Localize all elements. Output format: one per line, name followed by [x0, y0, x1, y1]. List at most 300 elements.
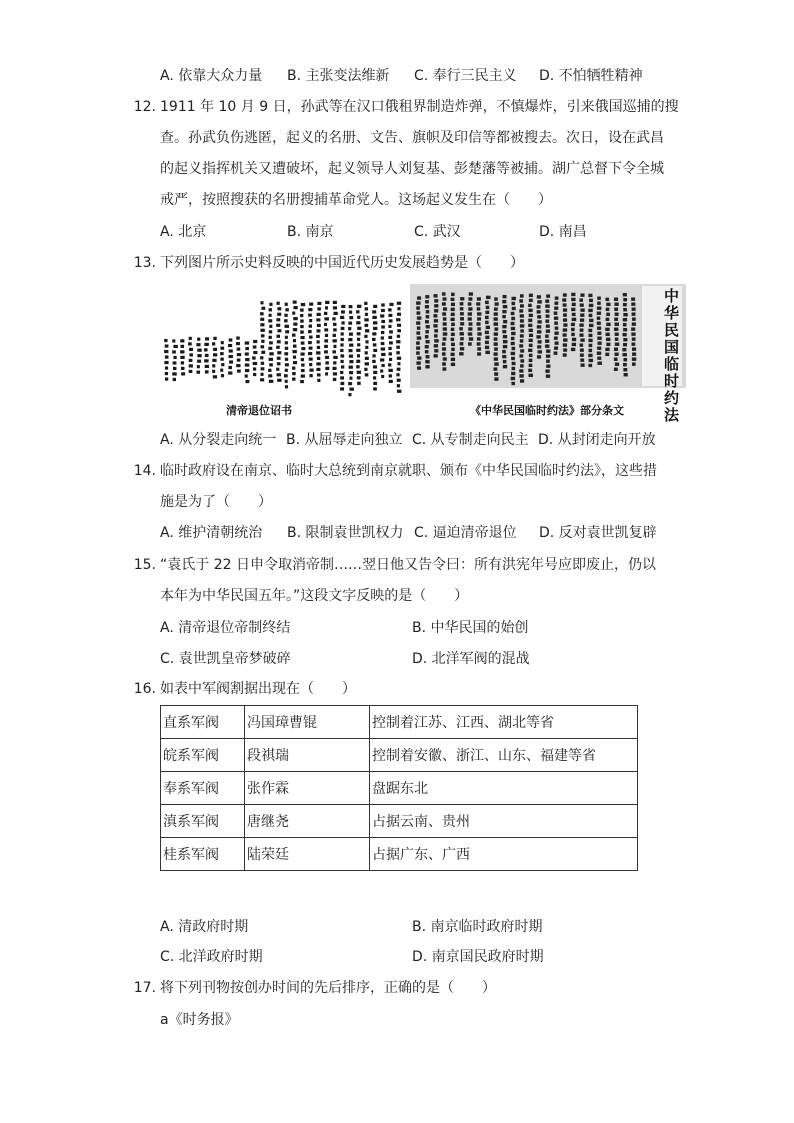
- glyph-mark: [341, 338, 344, 341]
- glyph-mark: [277, 357, 281, 360]
- glyph-mark: [623, 308, 627, 311]
- glyph-mark: [434, 294, 438, 297]
- glyph-mark: [528, 369, 532, 372]
- glyph-mark: [537, 345, 541, 348]
- glyph-mark: [189, 359, 193, 362]
- glyph-mark: [597, 326, 601, 329]
- glyph-mark: [451, 293, 455, 296]
- table-cell-leader: 段祺瑞: [245, 739, 370, 772]
- glyph-mark: [301, 303, 305, 306]
- glyph-mark: [204, 348, 208, 351]
- glyph-mark: [417, 316, 421, 319]
- glyph-mark: [503, 365, 507, 368]
- glyph-mark: [494, 307, 498, 310]
- glyph-mark: [173, 361, 177, 364]
- glyph-mark: [495, 302, 499, 305]
- glyph-mark: [292, 350, 296, 353]
- glyph-mark: [494, 327, 498, 330]
- glyph-mark: [623, 313, 627, 316]
- glyph-mark: [301, 374, 305, 377]
- glyph-mark: [632, 307, 636, 310]
- glyph-mark: [494, 352, 498, 355]
- glyph-mark: [356, 365, 359, 368]
- glyph-mark: [333, 367, 337, 370]
- glyph-mark: [546, 314, 550, 317]
- glyph-mark: [546, 374, 550, 377]
- glyph-mark: [520, 334, 524, 337]
- glyph-mark: [485, 321, 489, 324]
- glyph-mark: [425, 305, 429, 308]
- glyph-mark: [605, 298, 609, 301]
- glyph-mark: [563, 313, 567, 316]
- table-row: [161, 772, 638, 805]
- glyph-mark: [180, 350, 184, 353]
- glyph-mark: [580, 303, 584, 306]
- glyph-mark: [512, 297, 516, 300]
- glyph-mark: [589, 314, 593, 317]
- glyph-mark: [373, 376, 376, 379]
- glyph-mark: [364, 368, 367, 371]
- glyph-mark: [555, 296, 559, 299]
- glyph-mark: [285, 336, 288, 339]
- glyph-mark: [563, 303, 567, 306]
- glyph-mark: [309, 319, 312, 322]
- glyph-mark: [511, 377, 515, 380]
- glyph-mark: [365, 324, 369, 327]
- glyph-mark: [538, 340, 542, 343]
- glyph-mark: [340, 376, 344, 379]
- glyph-mark: [341, 365, 344, 368]
- glyph-mark: [503, 340, 507, 343]
- glyph-mark: [316, 335, 320, 338]
- glyph-mark: [364, 302, 367, 305]
- glyph-mark: [537, 355, 541, 358]
- glyph-mark: [301, 363, 304, 366]
- glyph-mark: [605, 353, 609, 356]
- glyph-mark: [425, 340, 429, 343]
- glyph-mark: [204, 343, 208, 346]
- glyph-mark: [229, 360, 233, 363]
- glyph-mark: [165, 366, 168, 369]
- glyph-mark: [372, 332, 376, 335]
- glyph-mark: [316, 362, 320, 365]
- glyph-mark: [537, 300, 541, 303]
- glyph-mark: [309, 347, 313, 350]
- glyph-mark: [451, 323, 455, 326]
- glyph-mark: [425, 330, 429, 333]
- glyph-mark: [520, 364, 524, 367]
- glyph-mark: [381, 353, 385, 356]
- glyph-mark: [468, 302, 472, 305]
- glyph-mark: [253, 345, 257, 348]
- q14-number: 14.: [133, 463, 156, 479]
- glyph-mark: [597, 356, 601, 359]
- table-row: [161, 805, 638, 838]
- glyph-mark: [388, 336, 392, 339]
- glyph-mark: [555, 341, 559, 344]
- glyph-mark: [333, 301, 337, 304]
- glyph-mark: [373, 382, 377, 385]
- glyph-mark: [554, 316, 558, 319]
- glyph-mark: [245, 352, 249, 355]
- glyph-mark: [572, 343, 576, 346]
- glyph-mark: [253, 362, 257, 365]
- glyph-mark: [451, 313, 455, 316]
- glyph-mark: [397, 357, 401, 360]
- glyph-mark: [292, 367, 295, 370]
- q15-number: 15.: [133, 557, 156, 573]
- glyph-mark: [443, 327, 447, 330]
- q17-number: 17.: [133, 980, 156, 996]
- glyph-mark: [245, 341, 249, 344]
- glyph-mark: [317, 357, 320, 360]
- glyph-mark: [494, 332, 498, 335]
- glyph-mark: [252, 356, 256, 359]
- glyph-mark: [324, 328, 328, 331]
- glyph-mark: [340, 382, 344, 385]
- glyph-mark: [606, 338, 610, 341]
- glyph-mark: [397, 368, 401, 371]
- glyph-mark: [623, 323, 627, 326]
- glyph-mark: [520, 359, 524, 362]
- glyph-mark: [433, 314, 437, 317]
- glyph-mark: [529, 299, 533, 302]
- glyph-mark: [520, 319, 524, 322]
- table-cell-faction: 皖系军阀: [161, 739, 245, 772]
- q15-option-b: B. 中华民国的始创: [412, 620, 529, 636]
- glyph-mark: [632, 357, 636, 360]
- q12-line-4: 戒严，按照搜获的名册搜捕革命党人。这场起义发生在（ ）: [160, 192, 552, 208]
- glyph-mark: [356, 310, 359, 313]
- glyph-mark: [340, 343, 343, 346]
- q14-option-b: B. 限制袁世凯权力: [287, 525, 404, 541]
- glyph-mark: [486, 296, 490, 299]
- glyph-mark: [529, 359, 533, 362]
- glyph-mark: [189, 337, 192, 340]
- glyph-mark: [537, 325, 541, 328]
- table-cell-territory: 控制着江苏、江西、湖北等省: [370, 706, 638, 739]
- q15-option-a: A. 清帝退位帝制终结: [160, 620, 291, 636]
- glyph-mark: [196, 371, 200, 374]
- glyph-mark: [519, 309, 523, 312]
- glyph-mark: [300, 308, 304, 311]
- glyph-mark: [277, 373, 281, 376]
- glyph-mark: [309, 363, 312, 366]
- glyph-mark: [632, 312, 636, 315]
- glyph-mark: [317, 313, 321, 316]
- glyph-mark: [623, 293, 627, 296]
- glyph-mark: [301, 347, 305, 350]
- glyph-mark: [434, 299, 438, 302]
- glyph-mark: [333, 345, 336, 348]
- glyph-mark: [397, 384, 400, 387]
- glyph-mark: [189, 348, 193, 351]
- glyph-mark: [589, 304, 593, 307]
- glyph-mark: [434, 349, 438, 352]
- glyph-mark: [300, 336, 304, 339]
- glyph-mark: [317, 340, 320, 343]
- glyph-mark: [537, 330, 541, 333]
- glyph-mark: [597, 346, 601, 349]
- glyph-mark: [293, 328, 297, 331]
- glyph-mark: [389, 341, 393, 344]
- glyph-mark: [333, 361, 336, 364]
- glyph-mark: [606, 308, 610, 311]
- glyph-mark: [494, 312, 498, 315]
- glyph-mark: [357, 305, 361, 308]
- glyph-mark: [324, 345, 328, 348]
- glyph-mark: [529, 329, 533, 332]
- glyph-mark: [417, 336, 421, 339]
- glyph-mark: [332, 339, 336, 342]
- glyph-mark: [356, 321, 360, 324]
- glyph-mark: [519, 354, 523, 357]
- glyph-mark: [589, 344, 593, 347]
- glyph-mark: [309, 374, 312, 377]
- glyph-mark: [562, 298, 566, 301]
- glyph-mark: [425, 295, 429, 298]
- glyph-mark: [285, 347, 288, 350]
- glyph-mark: [165, 355, 169, 358]
- glyph-mark: [260, 378, 264, 381]
- glyph-mark: [615, 338, 619, 341]
- glyph-mark: [245, 369, 249, 372]
- glyph-mark: [293, 361, 297, 364]
- glyph-mark: [416, 331, 420, 334]
- glyph-mark: [632, 337, 636, 340]
- glyph-mark: [588, 339, 592, 342]
- glyph-mark: [293, 345, 297, 348]
- glyph-mark: [373, 365, 377, 368]
- glyph-mark: [164, 361, 168, 364]
- glyph-mark: [357, 343, 360, 346]
- glyph-mark: [317, 373, 321, 376]
- glyph-mark: [468, 342, 472, 345]
- glyph-mark: [324, 339, 328, 342]
- glyph-mark: [325, 334, 328, 337]
- q13-number: 13.: [133, 255, 156, 271]
- glyph-mark: [269, 380, 273, 383]
- glyph-mark: [365, 313, 368, 316]
- glyph-mark: [451, 298, 455, 301]
- table-row: [161, 838, 638, 871]
- glyph-mark: [426, 355, 430, 358]
- glyph-mark: [563, 308, 567, 311]
- glyph-mark: [554, 351, 558, 354]
- glyph-mark: [460, 342, 464, 345]
- glyph-mark: [324, 312, 327, 315]
- glyph-mark: [477, 352, 481, 355]
- glyph-mark: [309, 369, 313, 372]
- glyph-mark: [293, 323, 297, 326]
- glyph-mark: [571, 308, 575, 311]
- glyph-mark: [451, 308, 455, 311]
- table-cell-leader: 唐继尧: [245, 805, 370, 838]
- glyph-mark: [606, 318, 610, 321]
- glyph-mark: [580, 328, 584, 331]
- glyph-mark: [372, 310, 376, 313]
- glyph-mark: [389, 352, 392, 355]
- glyph-mark: [285, 385, 288, 388]
- glyph-mark: [325, 372, 328, 375]
- glyph-mark: [317, 329, 321, 332]
- glyph-mark: [572, 313, 576, 316]
- glyph-mark: [228, 371, 232, 374]
- glyph-mark: [292, 312, 295, 315]
- glyph-mark: [571, 298, 575, 301]
- glyph-mark: [416, 351, 420, 354]
- glyph-mark: [416, 301, 420, 304]
- glyph-mark: [269, 363, 273, 366]
- glyph-mark: [204, 359, 208, 362]
- glyph-mark: [309, 325, 312, 328]
- glyph-mark: [623, 303, 627, 306]
- glyph-mark: [469, 292, 473, 295]
- glyph-mark: [519, 374, 523, 377]
- glyph-mark: [632, 352, 636, 355]
- q11-option-a: A. 依靠大众力量: [160, 68, 263, 84]
- glyph-mark: [300, 314, 303, 317]
- glyph-mark: [572, 318, 576, 321]
- glyph-mark: [348, 327, 351, 330]
- glyph-mark: [173, 345, 177, 348]
- glyph-mark: [253, 367, 256, 370]
- glyph-mark: [365, 340, 368, 343]
- glyph-mark: [381, 303, 384, 306]
- glyph-mark: [434, 319, 438, 322]
- glyph-mark: [494, 377, 498, 380]
- glyph-mark: [372, 360, 375, 363]
- glyph-mark: [433, 324, 437, 327]
- glyph-mark: [373, 321, 377, 324]
- glyph-mark: [425, 350, 429, 353]
- glyph-mark: [502, 325, 506, 328]
- glyph-mark: [268, 374, 272, 377]
- glyph-mark: [381, 320, 385, 323]
- glyph-mark: [173, 356, 176, 359]
- glyph-mark: [545, 304, 549, 307]
- glyph-mark: [632, 322, 636, 325]
- q16-stem: 如表中军阀割据出现在（ ）: [160, 681, 356, 697]
- glyph-mark: [349, 349, 353, 352]
- glyph-mark: [631, 327, 635, 330]
- glyph-mark: [529, 364, 533, 367]
- glyph-mark: [333, 328, 337, 331]
- glyph-mark: [285, 358, 288, 361]
- glyph-mark: [537, 320, 541, 323]
- glyph-mark: [502, 315, 506, 318]
- glyph-mark: [589, 319, 593, 322]
- glyph-mark: [572, 338, 576, 341]
- q14-option-a: A. 维护清朝统治: [160, 525, 263, 541]
- glyph-mark: [597, 321, 601, 324]
- glyph-mark: [580, 353, 584, 356]
- glyph-mark: [468, 332, 472, 335]
- glyph-mark: [340, 349, 343, 352]
- glyph-mark: [529, 314, 533, 317]
- glyph-mark: [189, 353, 192, 356]
- glyph-mark: [373, 371, 377, 374]
- table-cell-faction: 直系军阀: [161, 706, 245, 739]
- glyph-mark: [554, 311, 558, 314]
- glyph-mark: [349, 371, 353, 374]
- glyph-mark: [511, 332, 515, 335]
- glyph-mark: [632, 317, 636, 320]
- glyph-mark: [245, 358, 249, 361]
- glyph-mark: [284, 314, 287, 317]
- q14-line-2: 施是为了（ ）: [160, 494, 272, 510]
- glyph-mark: [529, 344, 533, 347]
- glyph-mark: [545, 344, 549, 347]
- glyph-mark: [503, 360, 507, 363]
- glyph-mark: [571, 323, 575, 326]
- glyph-mark: [333, 306, 337, 309]
- glyph-mark: [520, 294, 524, 297]
- glyph-mark: [606, 323, 610, 326]
- glyph-mark: [442, 342, 446, 345]
- glyph-mark: [268, 319, 272, 322]
- glyph-mark: [269, 341, 273, 344]
- glyph-mark: [426, 310, 430, 313]
- glyph-mark: [309, 336, 312, 339]
- glyph-mark: [284, 374, 288, 377]
- glyph-mark: [381, 331, 384, 334]
- glyph-mark: [589, 349, 593, 352]
- glyph-mark: [220, 347, 224, 350]
- glyph-mark: [261, 345, 265, 348]
- glyph-mark: [459, 327, 463, 330]
- glyph-mark: [197, 349, 201, 352]
- glyph-mark: [417, 366, 421, 369]
- glyph-mark: [212, 370, 215, 373]
- glyph-mark: [477, 307, 481, 310]
- glyph-mark: [373, 349, 377, 352]
- table-row: [161, 706, 638, 739]
- glyph-mark: [545, 299, 549, 302]
- glyph-mark: [325, 361, 328, 364]
- glyph-mark: [631, 332, 635, 335]
- glyph-mark: [172, 372, 176, 375]
- glyph-mark: [451, 358, 455, 361]
- glyph-mark: [528, 349, 532, 352]
- glyph-mark: [469, 337, 473, 340]
- glyph-mark: [165, 344, 169, 347]
- glyph-mark: [615, 333, 619, 336]
- glyph-mark: [580, 293, 584, 296]
- glyph-mark: [396, 340, 400, 343]
- glyph-mark: [597, 311, 601, 314]
- glyph-mark: [277, 335, 281, 338]
- glyph-mark: [396, 351, 399, 354]
- glyph-mark: [486, 326, 490, 329]
- glyph-mark: [164, 350, 168, 353]
- glyph-mark: [563, 318, 567, 321]
- glyph-mark: [340, 354, 344, 357]
- glyph-mark: [381, 325, 385, 328]
- glyph-mark: [277, 379, 281, 382]
- glyph-mark: [512, 307, 516, 310]
- glyph-mark: [213, 375, 217, 378]
- glyph-mark: [301, 369, 305, 372]
- glyph-mark: [333, 323, 336, 326]
- glyph-mark: [365, 351, 368, 354]
- glyph-mark: [546, 349, 550, 352]
- glyph-mark: [285, 341, 288, 344]
- glyph-mark: [197, 360, 201, 363]
- glyph-mark: [485, 316, 489, 319]
- glyph-mark: [372, 316, 376, 319]
- glyph-mark: [205, 354, 209, 357]
